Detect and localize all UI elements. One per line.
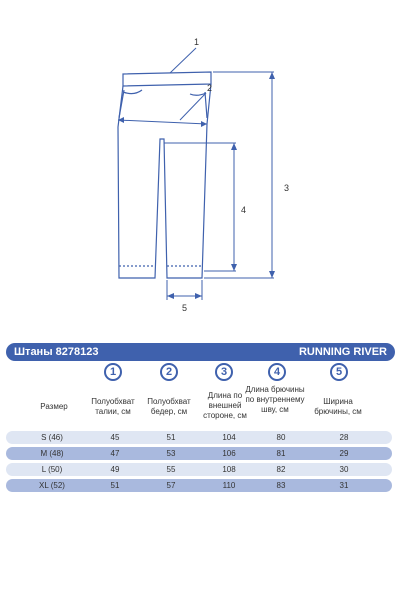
marker-4: 4 [241, 205, 247, 215]
outer-length-cell: 110 [222, 481, 236, 490]
waistband [123, 72, 211, 86]
leg-width-cell: 28 [339, 433, 349, 442]
brand-name: RUNNING RIVER [298, 346, 387, 358]
marker-5: 5 [182, 303, 188, 313]
inseam-cell: 82 [276, 465, 286, 474]
inseam-cell: 81 [276, 449, 286, 458]
outer-length-cell: 104 [222, 433, 236, 442]
size-cell: S (46) [41, 433, 63, 442]
column-label-4: Длина брючины по внутреннему шву, см [245, 385, 305, 414]
table-row [6, 447, 392, 460]
header-bar [6, 343, 395, 361]
hips-cell: 51 [166, 433, 176, 442]
outer-length-cell: 106 [222, 449, 236, 458]
table-row [6, 479, 392, 492]
pants-outline [118, 84, 211, 278]
leg-width-cell: 30 [339, 465, 349, 474]
waist-cell: 49 [110, 465, 120, 474]
inseam-cell: 80 [276, 433, 286, 442]
size-cell: XL (52) [39, 481, 65, 490]
hips-cell: 53 [166, 449, 176, 458]
table-row [6, 463, 392, 476]
column-number-1: 1 [104, 363, 122, 381]
hips-cell: 57 [166, 481, 176, 490]
column-label-5: Ширина брючины, см [314, 397, 362, 416]
column-number-3: 3 [215, 363, 233, 381]
leg-width-cell: 29 [339, 449, 349, 458]
waist-cell: 45 [110, 433, 120, 442]
leg-width-cell: 31 [339, 481, 349, 490]
size-cell: M (48) [40, 449, 64, 458]
product-title: Штаны 8278123 [14, 346, 99, 358]
inseam-cell: 83 [276, 481, 286, 490]
hips-cell: 55 [166, 465, 176, 474]
marker-1: 1 [194, 37, 200, 47]
column-label-3: Длина по внешней стороне, см [203, 391, 247, 420]
column-number-4: 4 [268, 363, 286, 381]
pocket-lines [123, 90, 206, 95]
outer-length-cell: 108 [222, 465, 236, 474]
marker-3: 3 [284, 183, 290, 193]
waist-cell: 51 [110, 481, 120, 490]
size-header: Размер [40, 402, 68, 411]
column-label-1: Полуобхват талии, см [91, 397, 135, 416]
column-label-2: Полуобхват бедер, см [147, 397, 191, 416]
marker-2: 2 [207, 83, 213, 93]
size-cell: L (50) [41, 465, 63, 474]
column-number-5: 5 [330, 363, 348, 381]
column-number-2: 2 [160, 363, 178, 381]
table-row [6, 431, 392, 444]
waist-cell: 47 [110, 449, 120, 458]
pocket-sides [119, 90, 207, 118]
